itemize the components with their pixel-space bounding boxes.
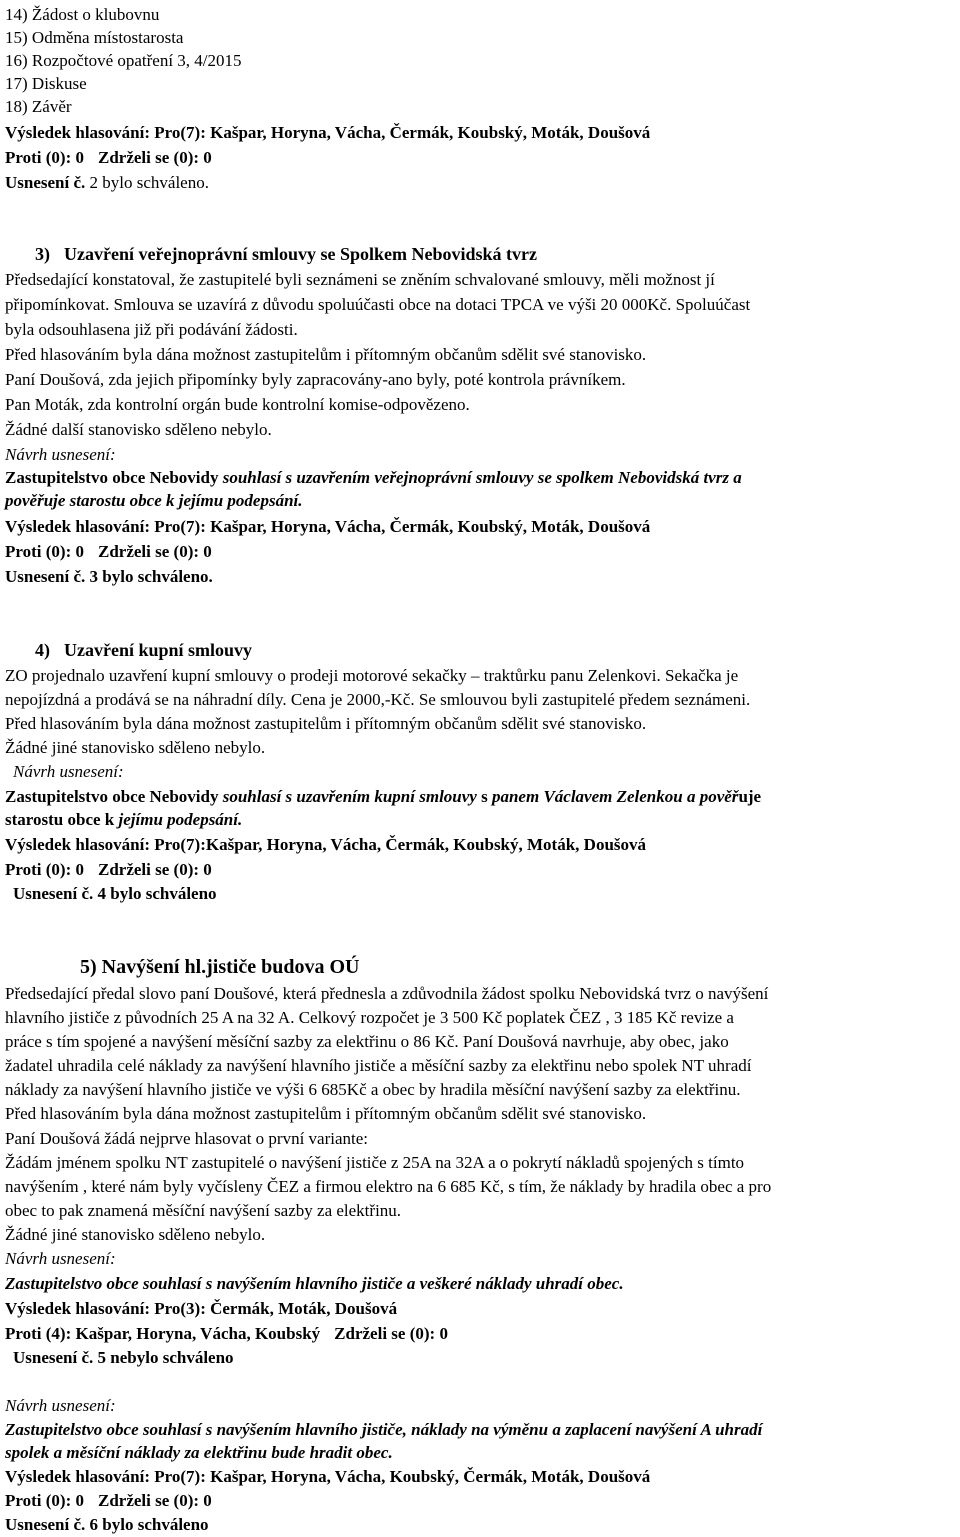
proposal-label: Návrh usnesení: <box>5 1396 116 1415</box>
proposal-label: Návrh usnesení: <box>13 762 124 781</box>
vote-against-abstain <box>5 540 957 563</box>
paragraph-line: Předsedající konstatoval, že zastupitelé byli seznámeni se zněním schvalované smlouvy, měli možnost jí <box>5 270 715 289</box>
vote-abstain: Zdrželi se (0): 0 <box>98 1491 212 1510</box>
vote-against: Proti (4): Kašpar, Horyna, Vácha, Koubský <box>5 1324 321 1343</box>
agenda-item: 17) Diskuse <box>5 74 87 93</box>
paragraph-line: Předsedající předal slovo paní Doušové, která přednesla a zdůvodnila žádost spolku Nebovidská tvrz o navýšení <box>5 984 769 1003</box>
proposal-text: starostu obce k jejímu podepsání. <box>5 810 243 829</box>
paragraph-line: nepojízdná a prodává se na náhradní díly. Cena je 2000,-Kč. Se smlouvou byli zastupitelé předem seznámeni. <box>5 690 751 709</box>
vote-abstain: Zdrželi se (0): 0 <box>98 148 212 167</box>
resolution-status: Usnesení č. 3 bylo schváleno. <box>5 567 213 586</box>
vote-abstain: Zdrželi se (0): 0 <box>98 542 212 561</box>
vote-result: Výsledek hlasování: Pro(7): Kašpar, Horyna, Vácha, Čermák, Koubský, Moták, Doušová <box>5 517 651 536</box>
proposal-label: Návrh usnesení: <box>5 445 116 464</box>
proposal-text: spolek a měsíční náklady za elektřinu bude hradit obec. <box>5 1443 393 1462</box>
paragraph-line: náklady za navýšení hlavního jističe ve výši 6 685Kč a obec by hradila měsíční navýšení sazby za elektřinu. <box>5 1080 741 1099</box>
paragraph-line: Žádné jiné stanovisko sděleno nebylo. <box>5 1225 266 1244</box>
vote-result: Výsledek hlasování: Pro(7): Kašpar, Horyna, Vácha, Čermák, Koubský, Moták, Doušová <box>5 123 651 142</box>
vote-against-abstain <box>5 146 957 169</box>
section-heading: 5) Navýšení hl.jističe budova OÚ <box>80 956 360 978</box>
paragraph-line: Žádné jiné stanovisko sděleno nebylo. <box>5 738 266 757</box>
resolution-status: Usnesení č. 4 bylo schváleno <box>13 884 217 903</box>
paragraph-line: připomínkovat. Smlouva se uzavírá z důvodu spoluúčasti obce na dotaci TPCA ve výši 20 000Kč. Spoluúčast <box>5 295 751 314</box>
final-resolution: Usnesení č. 6 bylo schváleno <box>5 1515 209 1534</box>
section-heading: 4) Uzavření kupní smlouvy <box>35 640 253 660</box>
vote-against: Proti (0): 0 <box>5 148 84 167</box>
agenda-item: 15) Odměna místostarosta <box>5 28 184 47</box>
vote-abstain: Zdrželi se (0): 0 <box>98 860 212 879</box>
paragraph-line: Pan Moták, zda kontrolní orgán bude kontrolní komise-odpovězeno. <box>5 395 470 414</box>
paragraph-line: Před hlasováním byla dána možnost zastupitelům i přítomným občanům sdělit své stanovisko. <box>5 714 647 733</box>
vote-against-abstain <box>5 1489 957 1512</box>
vote-result: Výsledek hlasování: Pro(3): Čermák, Moták, Doušová <box>5 1299 398 1318</box>
agenda-item: 18) Závěr <box>5 97 72 116</box>
proposal-label: Návrh usnesení: <box>5 1249 116 1268</box>
vote-against: Proti (0): 0 <box>5 860 84 879</box>
paragraph-line: Žádné další stanovisko sděleno nebylo. <box>5 420 272 439</box>
vote-against: Proti (0): 0 <box>5 542 84 561</box>
vote-result: Výsledek hlasování: Pro(7):Kašpar, Horyna, Vácha, Čermák, Koubský, Moták, Doušová <box>5 835 647 854</box>
paragraph-line: žadatel uhradila celé náklady za navýšení hlavního jističe a měsíční sazby za elektřinu nebo spolek NT uhradí <box>5 1056 752 1075</box>
paragraph-line: Před hlasováním byla dána možnost zastupitelům i přítomným občanům sdělit své stanovisko. <box>5 1104 647 1123</box>
proposal-text: Zastupitelstvo obce Nebovidy souhlasí s uzavřením kupní smlouvy s panem Václavem Zelenkou a pověřuje <box>5 787 762 806</box>
vote-against: Proti (0): 0 <box>5 1491 84 1510</box>
vote-against-abstain <box>5 1322 957 1345</box>
section-heading: 3) Uzavření veřejnoprávní smlouvy se Spolkem Nebovidská tvrz <box>35 244 537 264</box>
agenda-item: 16) Rozpočtové opatření 3, 4/2015 <box>5 51 242 70</box>
paragraph-line: Paní Doušová žádá nejprve hlasovat o první variante: <box>5 1129 369 1148</box>
vote-against-abstain <box>5 858 957 881</box>
agenda-item: 14) Žádost o klubovnu <box>5 5 160 24</box>
proposal-text: pověřuje starostu obce k jejímu podepsání. <box>5 491 303 510</box>
paragraph-line: Žádám jménem spolku NT zastupitelé o navýšení jističe z 25A na 32A a o pokrytí nákladů spojených s tímto <box>5 1153 745 1172</box>
paragraph-line: navýšením , které nám byly vyčísleny ČEZ a firmou elektro na 6 685 Kč, s tím, že náklady by hradila obec a pro <box>5 1177 772 1196</box>
vote-abstain: Zdrželi se (0): 0 <box>334 1324 448 1343</box>
proposal-text: Zastupitelstvo obce souhlasí s navýšením hlavního jističe a veškeré náklady uhradí obec. <box>5 1274 624 1293</box>
paragraph-line: Paní Doušová, zda jejich připomínky byly zapracovány-ano byly, poté kontrola právníkem. <box>5 370 626 389</box>
paragraph-line: Před hlasováním byla dána možnost zastupitelům i přítomným občanům sdělit své stanovisko. <box>5 345 647 364</box>
resolution-status: Usnesení č. 5 nebylo schváleno <box>13 1348 234 1367</box>
paragraph-line: byla odsouhlasena již při podávání žádosti. <box>5 320 298 339</box>
paragraph-line: hlavního jističe z původních 25 A na 32 A. Celkový rozpočet je 3 500 Kč poplatek ČEZ , 3 185 Kč revize a <box>5 1008 734 1027</box>
paragraph-line: ZO projednalo uzavření kupní smlouvy o prodeji motorové sekačky – traktůrku panu Zelenkovi. Sekačka je <box>5 666 739 685</box>
paragraph-line: práce s tím spojené a navýšení měsíční sazby za elektřinu o 86 Kč. Paní Doušová navrhuje, aby obec, jako <box>5 1032 729 1051</box>
paragraph-line: obec to pak znamená měsíční navýšení sazby za elektřinu. <box>5 1201 402 1220</box>
proposal-text: Zastupitelstvo obce souhlasí s navýšením hlavního jističe, náklady na výměnu a zaplacení navýšení A uhradí <box>5 1420 763 1439</box>
vote-result: Výsledek hlasování: Pro(7): Kašpar, Horyna, Vácha, Koubský, Čermák, Moták, Doušová <box>5 1467 651 1486</box>
resolution-status: Usnesení č. 2 bylo schváleno. <box>5 173 209 192</box>
proposal-text: Zastupitelstvo obce Nebovidy souhlasí s uzavřením veřejnoprávní smlouvy se spolkem Nebovidská tvrz a <box>5 468 742 487</box>
